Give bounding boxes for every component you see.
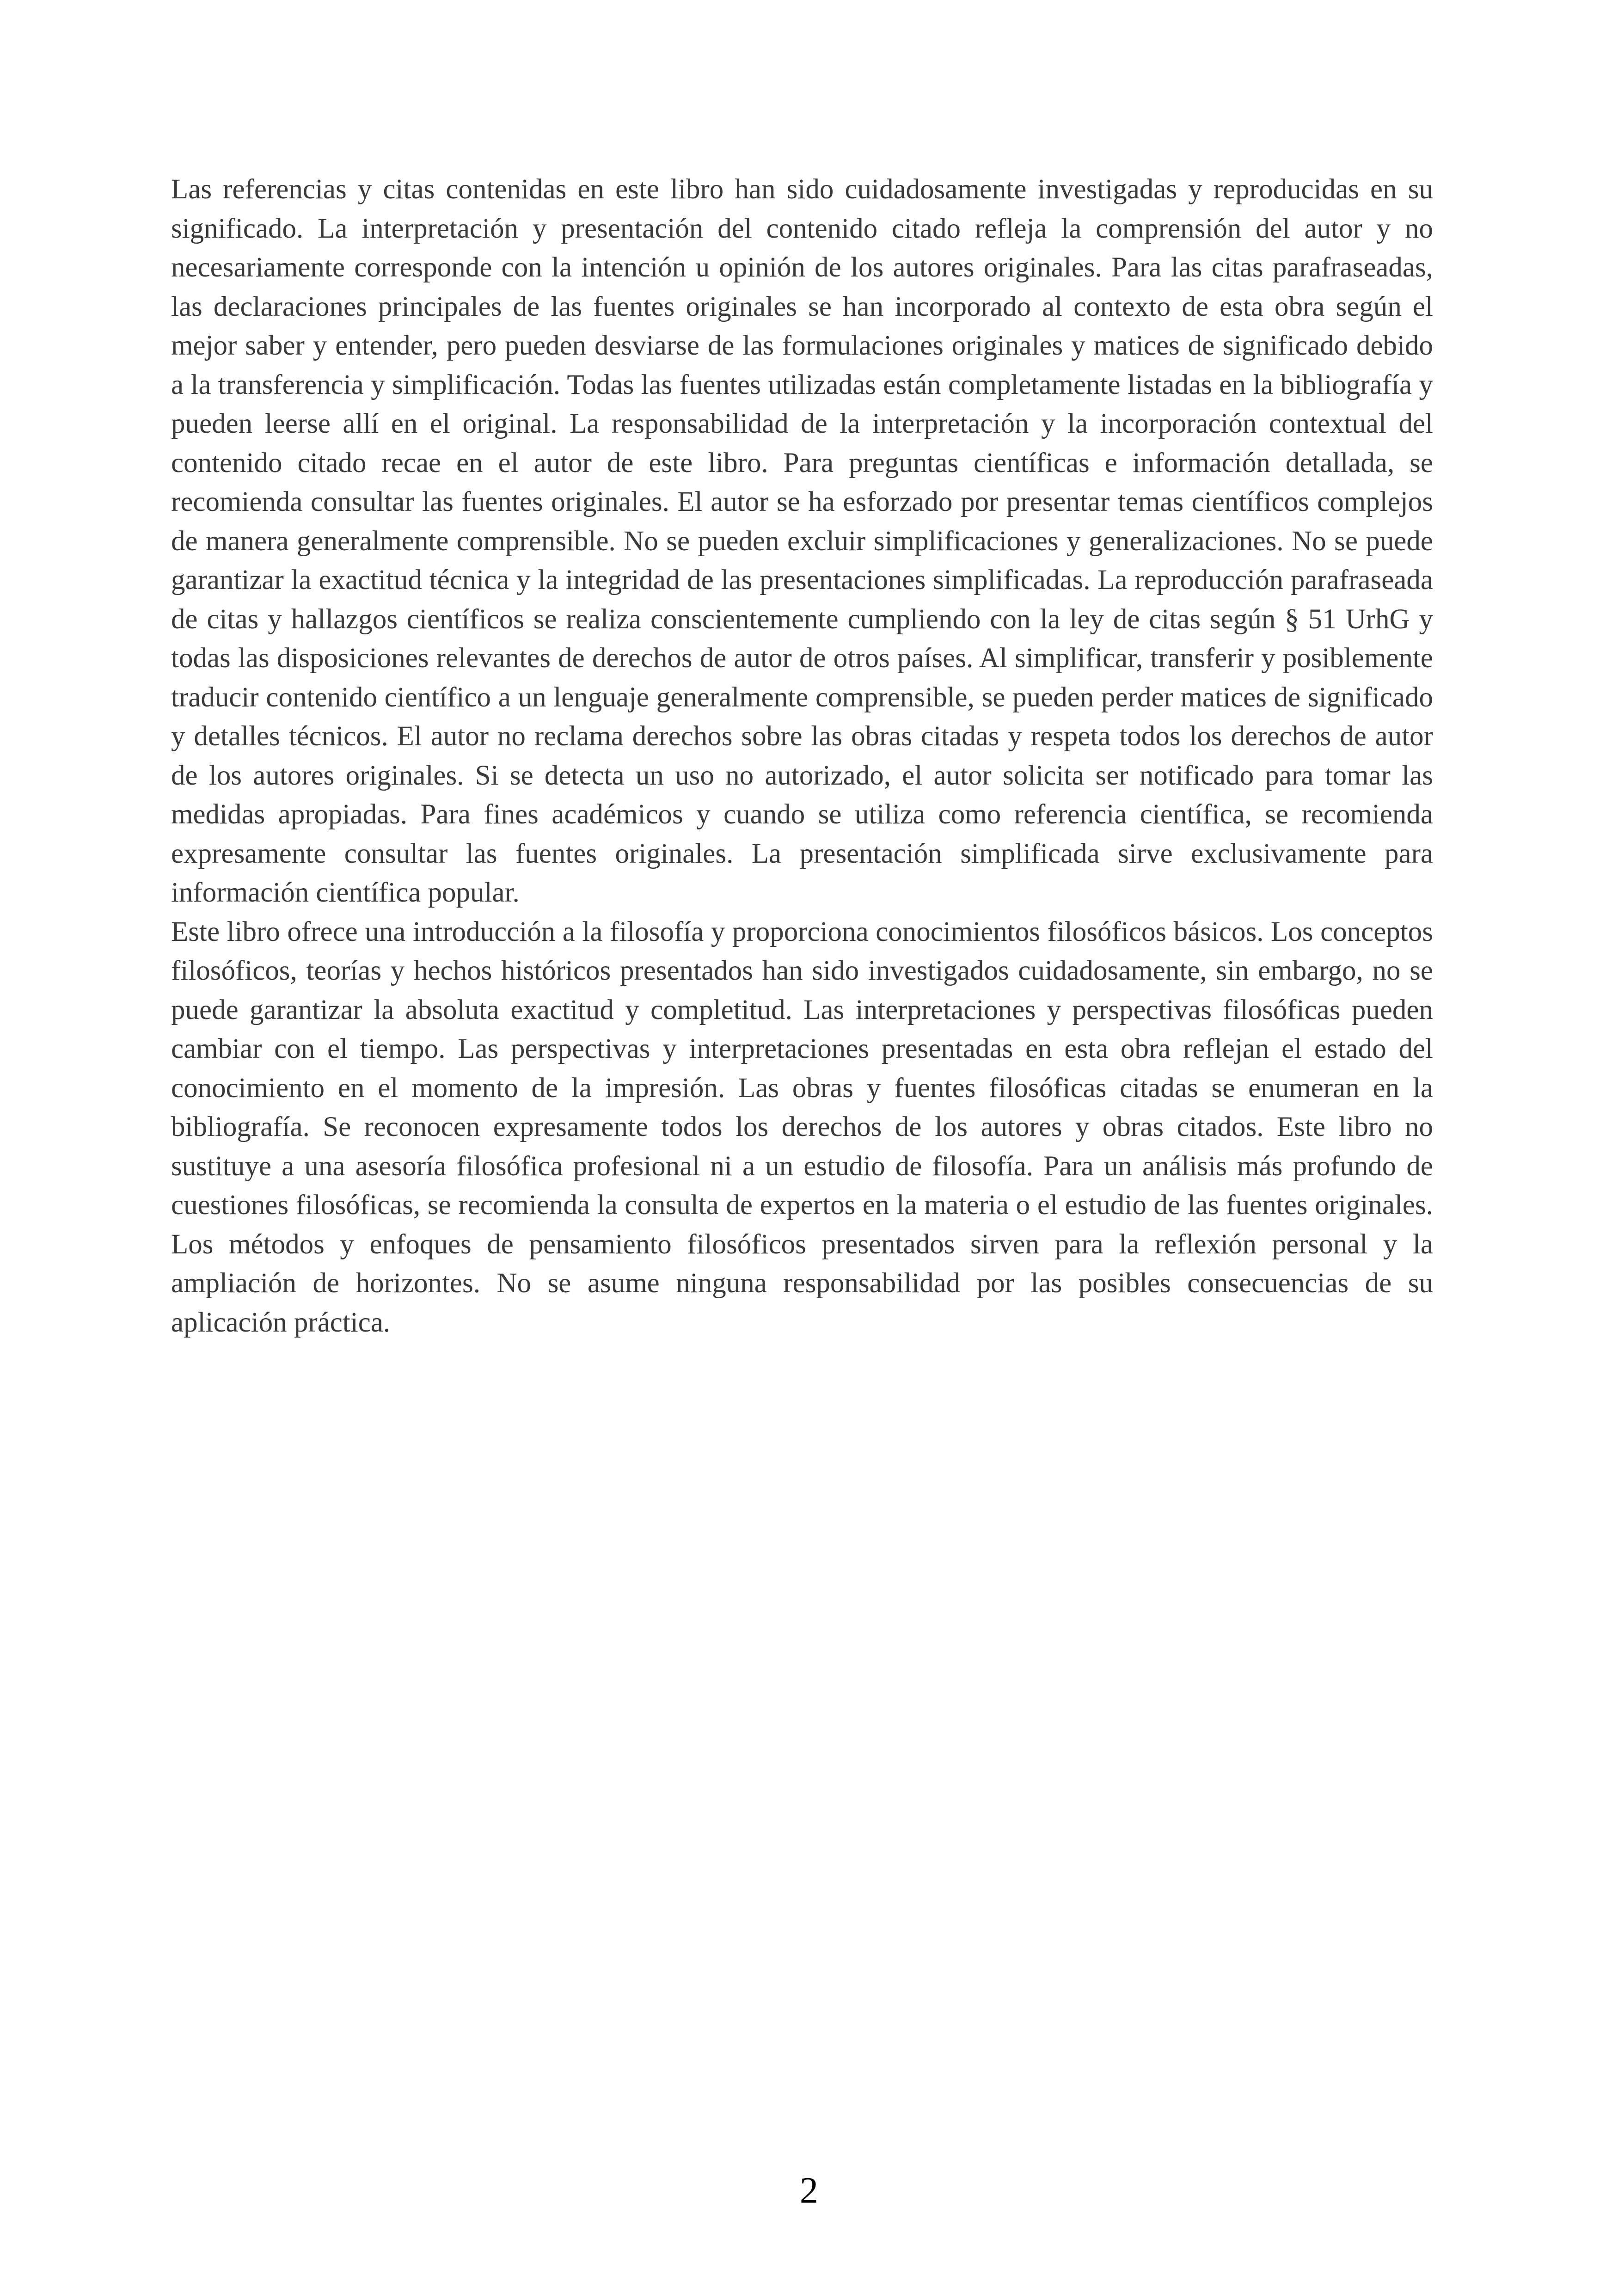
disclaimer-citations-paragraph: Las referencias y citas contenidas en este libro han sido cuidadosamente investigadas y reproducidas en su significado. La interpretación y presentación del contenido citado refleja la comprensión del autor y no necesariamente corresponde con la intención u opinión de los autores originales. Para las citas parafraseadas, las declaraciones principales de las fuentes originales se han incorporado al contexto de esta obra según el mejor saber y entender, pero pueden desviarse de las formulaciones originales y matices de significado debido a la transferencia y simplificación. Todas las fuentes utilizadas están completamente listadas en la bibliografía y pueden leerse allí en el original. La responsabilidad de la interpretación y la incorporación contextual del contenido citado recae en el autor de este libro. Para preguntas científicas e información detallada, se recomienda consultar las fuentes originales. El autor se ha esforzado por presentar temas científicos complejos de manera generalmente comprensible. No se pueden excluir simplificaciones y generalizaciones. No se puede garantizar la exactitud técnica y la integridad de las presentaciones simplificadas. La reproducción parafraseada de citas y hallazgos científicos se realiza conscientemente cumpliendo con la ley de citas según § 51 UrhG y todas las disposiciones relevantes de derechos de autor de otros países. Al simplificar, transferir y posiblemente traducir contenido científico a un lenguaje generalmente comprensible, se pueden perder matices de significado y detalles técnicos. El autor no reclama derechos sobre las obras citadas y respeta todos los derechos de autor de los autores originales. Si se detecta un uso no autorizado, el autor solicita ser notificado para tomar las medidas apropiadas. Para fines académicos y cuando se utiliza como referencia científica, se recomienda expresamente consultar las fuentes originales. La presentación simplificada sirve exclusivamente para información científica popular.	[171, 174, 1433, 908]
disclaimer-philosophy-paragraph: Este libro ofrece una introducción a la filosofía y proporciona conocimientos filosóficos básicos. Los conceptos filosóficos, teorías y hechos históricos presentados han sido investigados cuidadosamente, sin embargo, no se puede garantizar la absoluta exactitud y completitud. Las interpretaciones y perspectivas filosóficas pueden cambiar con el tiempo. Las perspectivas y interpretaciones presentadas en esta obra reflejan el estado del conocimiento en el momento de la impresión. Las obras y fuentes filosóficas citadas se enumeran en la bibliografía. Se reconocen expresamente todos los derechos de los autores y obras citados. Este libro no sustituye a una asesoría filosófica profesional ni a un estudio de filosofía. Para un análisis más profundo de cuestiones filosóficas, se recomienda la consulta de expertos en la materia o el estudio de las fuentes originales. Los métodos y enfoques de pensamiento filosóficos presentados sirven para la reflexión personal y la ampliación de horizontes. No se asume ninguna responsabilidad por las posibles consecuencias de su aplicación práctica.	[171, 916, 1433, 1338]
body-text	[171, 170, 1433, 1342]
page-number: 2	[800, 2170, 818, 2211]
